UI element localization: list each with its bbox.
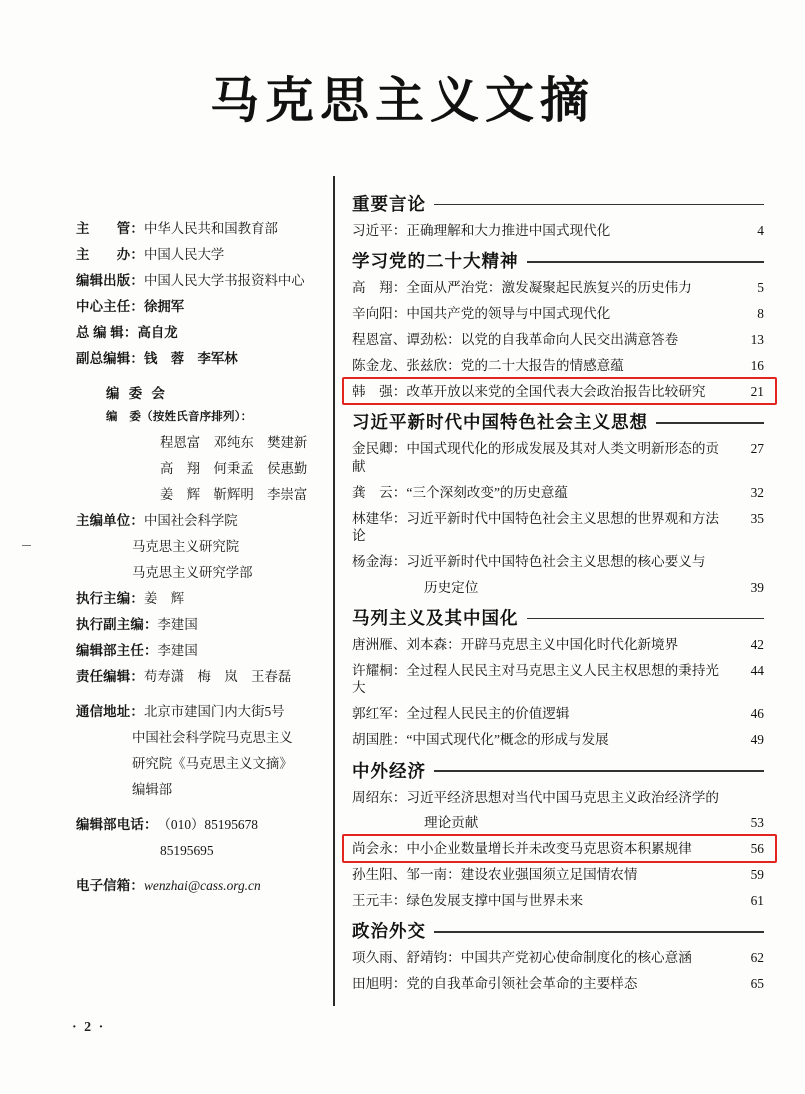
- toc-section-heading: [352, 605, 764, 630]
- colophon-label: 主 办：: [76, 246, 144, 262]
- toc-entry-text: [352, 949, 734, 966]
- toc-entry[interactable]: [352, 510, 764, 545]
- toc-entry-text: [352, 636, 734, 653]
- colophon-value: 钱 蓉 李军林: [143, 350, 238, 366]
- colophon-label: 总 编 辑：: [76, 324, 138, 340]
- toc-entry-highlighted[interactable]: [352, 383, 764, 400]
- toc-entry-author: 程恩富、谭劲松：: [352, 332, 461, 348]
- editorial-board-title: 编 委 会: [106, 385, 168, 401]
- toc-entry-author: 高 翔：: [352, 280, 407, 296]
- toc-entry-title: 中国共产党初心使命制度化的核心意涵: [460, 950, 692, 966]
- toc-entry-title: 习近平新时代中国特色社会主义思想的世界观和方法论: [352, 510, 720, 543]
- toc-entry-text: [352, 814, 734, 831]
- toc-entry-title: 党的二十大报告的情感意蕴: [460, 358, 624, 374]
- toc-entry-continuation[interactable]: [352, 814, 764, 831]
- unit-value: 马克思主义研究院: [132, 538, 240, 554]
- toc-entry[interactable]: [352, 279, 764, 296]
- heading-rule: [656, 422, 764, 423]
- toc-entry-text: [352, 484, 734, 501]
- toc-section-title: 马列主义及其中国化: [352, 609, 519, 630]
- toc-entry-author: 辛向阳：: [352, 306, 407, 322]
- toc-entry-author: 杨金海：: [352, 553, 407, 569]
- phone-value: （010）85195678: [157, 817, 258, 833]
- toc-entry-text: [352, 866, 734, 883]
- toc-entry-title: 历史定位: [424, 579, 479, 595]
- toc-entry[interactable]: [352, 305, 764, 322]
- toc-entry-title: “中国式现代化”概念的形成与发展: [406, 732, 609, 748]
- toc-entry-page: 35: [750, 510, 764, 526]
- toc-entry[interactable]: [352, 484, 764, 501]
- unit-label: 主编单位：: [76, 513, 144, 529]
- toc-entry-text: [352, 579, 734, 596]
- toc-entry-text: [352, 383, 734, 400]
- toc-entry-text: [352, 553, 734, 570]
- heading-rule: [434, 770, 764, 771]
- toc-entry[interactable]: [352, 662, 764, 697]
- toc-section-title: 学习党的二十大精神: [352, 252, 519, 273]
- staff-value: 李建国: [157, 616, 198, 632]
- toc-entry-page: 5: [757, 280, 764, 296]
- toc-entry-title: 中国共产党的领导与中国式现代化: [406, 306, 611, 322]
- toc-entry[interactable]: [352, 866, 764, 883]
- toc-entry-author: 许耀桐：: [352, 662, 407, 678]
- toc-section-title: 中外经济: [352, 761, 426, 782]
- toc-entry-author: 郭红军：: [352, 706, 407, 722]
- colophon: [76, 222, 324, 905]
- toc-entry[interactable]: [352, 949, 764, 966]
- toc-entry[interactable]: [352, 636, 764, 653]
- toc-entry-author: 林建华：: [352, 510, 407, 526]
- toc-section-title: 习近平新时代中国特色社会主义思想: [352, 413, 648, 434]
- toc-entry-title: 改革开放以来党的全国代表大会政治报告比较研究: [406, 383, 706, 399]
- colophon-value: 徐拥军: [143, 298, 185, 314]
- toc-entry[interactable]: [352, 440, 764, 475]
- toc-section-heading: [352, 191, 764, 216]
- toc-entry-page: 61: [750, 893, 764, 909]
- toc-entry-page: 56: [750, 841, 764, 857]
- board-member-line: 程恩富 邓纯东 樊建新: [160, 435, 308, 451]
- toc-entry-text: [352, 222, 734, 239]
- toc-entry-title: 中国式现代化的形成发展及其对人类文明新形态的贡献: [352, 441, 720, 474]
- address-value: 中国社会科学院马克思主义: [132, 729, 293, 745]
- toc-entry-text: [352, 440, 734, 475]
- toc-entry-author: 尚会永：: [352, 841, 407, 857]
- toc-section-title: 重要言论: [352, 195, 426, 215]
- toc-entry-author: 王元丰：: [352, 893, 407, 909]
- column-divider: [333, 176, 335, 1006]
- toc-entry-page: 27: [750, 441, 764, 457]
- toc-entry-text: [352, 662, 734, 697]
- toc-entry-text: [352, 279, 734, 296]
- toc-entry[interactable]: [352, 705, 764, 722]
- colophon-label: 副总编辑：: [76, 350, 144, 366]
- toc-section-title: 政治外交: [352, 922, 426, 943]
- toc-entry[interactable]: [352, 789, 764, 806]
- toc-entry-page: 42: [750, 637, 764, 653]
- page-title: 马克思主义文摘: [209, 71, 595, 129]
- toc-entry-title: 全面从严治党：激发凝聚起民族复兴的历史伟力: [406, 280, 692, 296]
- toc-entry-text: [352, 892, 734, 909]
- table-of-contents: [352, 182, 764, 1001]
- toc-entry-text: [352, 510, 734, 545]
- toc-entry-text: [352, 331, 734, 348]
- toc-entry-author: 胡国胜：: [352, 732, 407, 748]
- page-number: · 2 ·: [72, 1020, 106, 1035]
- staff-value: 苟寿潇 梅 岚 王春磊: [143, 668, 292, 684]
- heading-rule: [527, 261, 765, 262]
- toc-entry-title: 建设农业强国须立足国情农情: [460, 867, 638, 883]
- toc-entry-title: 正确理解和大力推进中国式现代化: [406, 223, 611, 238]
- staff-value: 姜 辉: [143, 590, 185, 606]
- heading-rule: [527, 618, 765, 619]
- toc-entry-page: 53: [750, 815, 764, 831]
- staff-label: 责任编辑：: [76, 668, 144, 684]
- toc-entry-title: 中小企业数量增长并未改变马克思资本积累规律: [406, 841, 692, 857]
- toc-entry-highlighted[interactable]: [352, 840, 764, 857]
- address-value: 研究院《马克思主义文摘》: [132, 755, 293, 771]
- heading-rule: [434, 204, 764, 205]
- address-value: 北京市建国门内大街5号: [143, 703, 285, 719]
- address-value: 编辑部: [132, 781, 173, 797]
- toc-entry-title: 全过程人民民主的价值逻辑: [406, 706, 570, 722]
- colophon-label: 主 管：: [76, 221, 144, 236]
- unit-value: 马克思主义研究学部: [132, 564, 253, 580]
- toc-entry-text: [352, 975, 734, 992]
- toc-entry-author: 习近平：: [352, 223, 407, 238]
- staff-value: 李建国: [157, 642, 198, 658]
- board-member-line: 姜 辉 靳辉明 李崇富: [160, 487, 308, 503]
- toc-entry-page: 39: [750, 579, 764, 595]
- address-label: 通信地址：: [76, 703, 144, 719]
- colophon-value: 中国人民大学书报资料中心: [143, 272, 305, 288]
- toc-entry-page: 21: [750, 383, 764, 399]
- toc-entry-author: 金民卿：: [352, 441, 407, 457]
- board-label: 编 委（按姓氏音序排列）：: [106, 411, 253, 424]
- toc-entry-text: [352, 840, 734, 857]
- toc-entry[interactable]: [352, 975, 764, 992]
- toc-entry-author: 陈金龙、张兹欣：: [352, 358, 461, 374]
- toc-entry-text: [352, 305, 734, 322]
- email-label: 电子信箱：: [76, 878, 144, 894]
- toc-entry-title: 开辟马克思主义中国化时代化新境界: [460, 637, 679, 653]
- toc-entry-page: 8: [757, 306, 764, 322]
- colophon-value: 中国人民大学: [143, 246, 225, 262]
- toc-entry-author: 田旭明：: [352, 976, 407, 992]
- toc-entry[interactable]: [352, 331, 764, 348]
- toc-entry-author: 周绍东：: [352, 789, 407, 805]
- staff-label: 编辑部主任：: [76, 642, 158, 658]
- phone-label: 编辑部电话：: [76, 817, 158, 833]
- colophon-label: 中心主任：: [76, 298, 144, 314]
- toc-entry-title: 以党的自我革命向人民交出满意答卷: [460, 332, 679, 348]
- toc-entry-text: [352, 789, 734, 806]
- staff-label: 执行主编：: [76, 590, 144, 606]
- toc-entry-page: 46: [750, 706, 764, 722]
- toc-section-heading: [352, 758, 764, 783]
- toc-entry-title: 习近平新时代中国特色社会主义思想的核心要义与: [406, 553, 706, 569]
- toc-entry-author: 龚 云：: [352, 484, 407, 500]
- toc-entry-page: 49: [750, 732, 764, 748]
- toc-entry-author: 韩 强：: [352, 383, 407, 399]
- toc-entry-continuation[interactable]: [352, 579, 764, 596]
- colophon-value: 高自龙: [137, 324, 178, 340]
- phone-value: 85195695: [160, 842, 214, 858]
- toc-entry-page: 65: [750, 976, 764, 992]
- toc-entry[interactable]: [352, 892, 764, 909]
- toc-section-heading: [352, 918, 764, 943]
- toc-section-heading: [352, 248, 764, 273]
- email-value[interactable]: wenzhai@cass.org.cn: [143, 878, 261, 894]
- toc-entry-page: 32: [750, 484, 764, 500]
- toc-entry[interactable]: [352, 553, 764, 570]
- unit-value: 中国社会科学院: [143, 513, 238, 529]
- toc-entry-title: 理论贡献: [424, 815, 479, 831]
- toc-entry-text: [352, 357, 734, 374]
- toc-entry[interactable]: [352, 222, 764, 239]
- colophon-value: 中华人民共和国教育部: [143, 221, 278, 236]
- toc-entry-page: 59: [750, 867, 764, 883]
- toc-section-heading: [352, 409, 764, 434]
- toc-entry-page: 13: [750, 332, 764, 348]
- toc-entry-author: 孙生阳、邹一南：: [352, 867, 461, 883]
- toc-entry-title: “三个深刻改变”的历史意蕴: [406, 484, 568, 500]
- toc-entry[interactable]: [352, 731, 764, 748]
- board-member-line: 高 翔 何秉孟 侯惠勤: [160, 461, 308, 477]
- toc-entry-title: 习近平经济思想对当代中国马克思主义政治经济学的: [406, 789, 720, 805]
- toc-entry-author: 项久雨、舒靖钧：: [352, 950, 461, 966]
- staff-label: 执行副主编：: [76, 616, 158, 632]
- toc-entry[interactable]: [352, 357, 764, 374]
- toc-entry-page: 16: [750, 358, 764, 374]
- toc-entry-text: [352, 705, 734, 722]
- toc-entry-title: 党的自我革命引领社会革命的主要样态: [406, 976, 638, 992]
- toc-entry-title: 全过程人民民主对马克思主义人民主权思想的秉持光大: [352, 662, 720, 696]
- toc-entry-title: 绿色发展支撑中国与世界未来: [406, 893, 584, 909]
- heading-rule: [434, 931, 764, 932]
- toc-entry-page: 62: [750, 950, 764, 966]
- colophon-label: 编辑出版：: [76, 272, 144, 288]
- toc-entry-page: 4: [757, 223, 764, 238]
- toc-entry-page: 44: [750, 662, 764, 678]
- margin-tick: [22, 545, 31, 546]
- toc-entry-author: 唐洲雁、刘本森：: [352, 637, 461, 653]
- toc-entry-text: [352, 731, 734, 748]
